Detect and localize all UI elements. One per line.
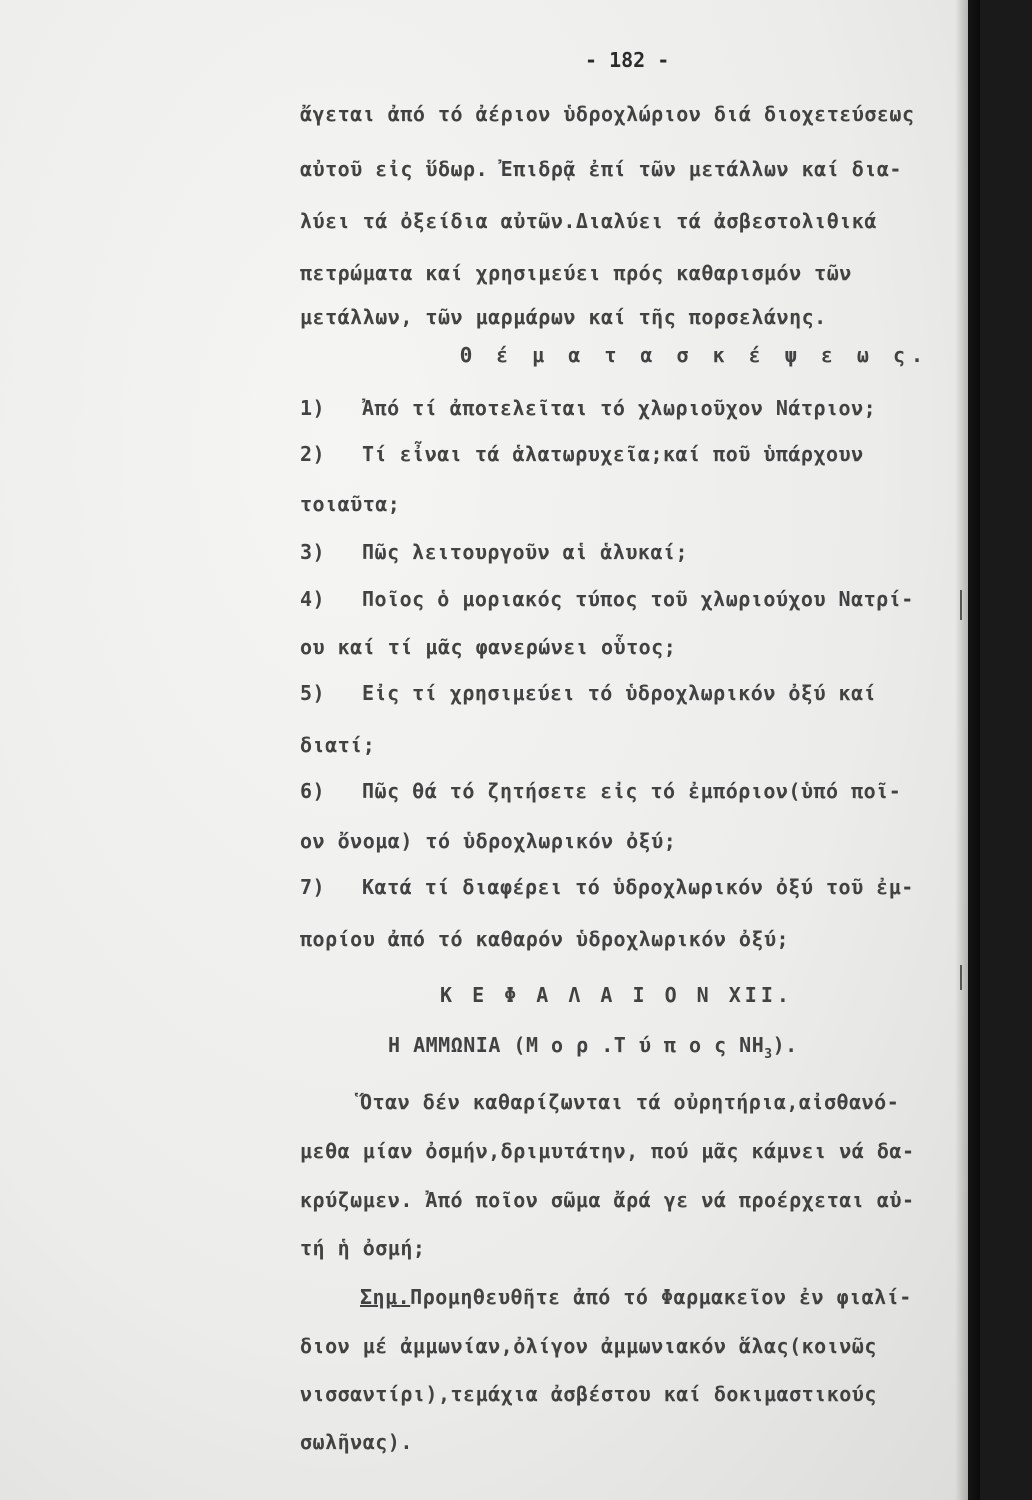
question-5-cont: διατί; — [300, 733, 376, 757]
question-7-cont: πορίου ἀπό τό καθαρόν ὑδροχλωρικόν ὀξύ; — [300, 927, 790, 951]
question-7 — [300, 875, 914, 899]
question-text: Πῶς θά τό ζητήσετε εἰς τό ἐμπόριον(ὑπό ποῖ- — [362, 779, 902, 803]
text-line: λύει τά ὀξείδια αὐτῶν.Διαλύει τά ἀσβεστολιθικά — [300, 209, 877, 233]
question-4-cont: ου καί τί μᾶς φανερώνει οὗτος; — [300, 635, 677, 659]
text-line: τή ἡ ὀσμή; — [300, 1236, 426, 1260]
note-text: Προμηθευθῆτε ἀπό τό Φαρμακεῖον ἐν φιαλί- — [410, 1285, 912, 1309]
text-line: νισσαντίρι),τεμάχια ἀσβέστου καί δοκιμαστικούς — [300, 1382, 877, 1406]
chapter-title-end: ). — [772, 1033, 798, 1057]
chapter-heading: Κ Ε Φ Α Λ Α Ι Ο Ν XII. — [440, 983, 793, 1007]
question-number: 4) — [300, 587, 326, 611]
question-text: Ποῖος ὁ μοριακός τύπος τοῦ χλωριούχου Νατρί- — [362, 587, 914, 611]
text-line: μεθα μίαν ὀσμήν,δριμυτάτην, πού μᾶς κάμνει νά δα- — [300, 1139, 915, 1163]
question-6-cont: ον ὄνομα) τό ὑδροχλωρικόν ὀξύ; — [300, 829, 677, 853]
question-3 — [300, 540, 688, 564]
question-text: Πῶς λειτουργοῦν αἱ ἁλυκαί; — [362, 540, 689, 564]
text-line: μετάλλων, τῶν μαρμάρων καί τῆς πορσελάνης. — [300, 305, 827, 329]
text-line: διον μέ ἀμμωνίαν,ὀλίγον ἀμμωνιακόν ἅλας(κοινῶς — [300, 1334, 877, 1358]
question-5 — [300, 681, 876, 705]
page-number: - 182 - — [585, 48, 670, 72]
question-4 — [300, 587, 914, 611]
text-line: κρύζωμεν. Ἀπό ποῖον σῶμα ἄρά γε νά προέρχεται αὐ- — [300, 1188, 915, 1212]
margin-mark — [960, 965, 962, 990]
question-text: Ἀπό τί ἀποτελεῖται τό χλωριοῦχον Νάτριον; — [362, 396, 877, 420]
questions-heading: Θ έ μ α τ α σ κ έ ψ ε ω ς. — [460, 343, 930, 367]
question-number: 2) — [300, 442, 326, 466]
question-number: 7) — [300, 875, 326, 899]
question-text: Εἰς τί χρησιμεύει τό ὑδροχλωρικόν ὀξύ καί — [362, 681, 877, 705]
page-edge-shadow — [955, 0, 980, 1500]
chapter-title — [388, 1033, 798, 1062]
question-2-cont: τοιαῦτα; — [300, 492, 401, 516]
note-label: Σημ. — [360, 1285, 411, 1309]
question-1 — [300, 396, 876, 420]
question-text: Κατά τί διαφέρει τό ὑδροχλωρικόν ὀξύ τοῦ ἐμ- — [362, 875, 914, 899]
chapter-title-text: Η ΑΜΜΩΝΙΑ (Μ ο ρ .Τ ύ π ο ς ΝΗ — [388, 1033, 765, 1057]
question-number: 5) — [300, 681, 326, 705]
note-line — [360, 1285, 912, 1309]
text-line: πετρώματα καί χρησιμεύει πρός καθαρισμόν τῶν — [300, 261, 852, 285]
text-line: ἄγεται ἀπό τό ἀέριον ὑδροχλώριον διά διοχετεύσεως — [300, 102, 915, 126]
question-number: 6) — [300, 779, 326, 803]
chapter-title-subscript: 3 — [764, 1047, 773, 1062]
question-2 — [300, 442, 864, 466]
question-number: 1) — [300, 396, 326, 420]
question-6 — [300, 779, 901, 803]
text-line: σωλῆνας). — [300, 1430, 413, 1454]
question-number: 3) — [300, 540, 326, 564]
question-text: Τί εἶναι τά ἁλατωρυχεῖα;καί ποῦ ὑπάρχουν — [362, 442, 864, 466]
text-line: Ὅταν δέν καθαρίζωνται τά οὐρητήρια,αἰσθανό- — [360, 1090, 900, 1114]
text-line: αὐτοῦ εἰς ὕδωρ. Ἐπιδρᾷ ἐπί τῶν μετάλλων καί δια- — [300, 157, 902, 181]
margin-mark — [960, 590, 962, 620]
